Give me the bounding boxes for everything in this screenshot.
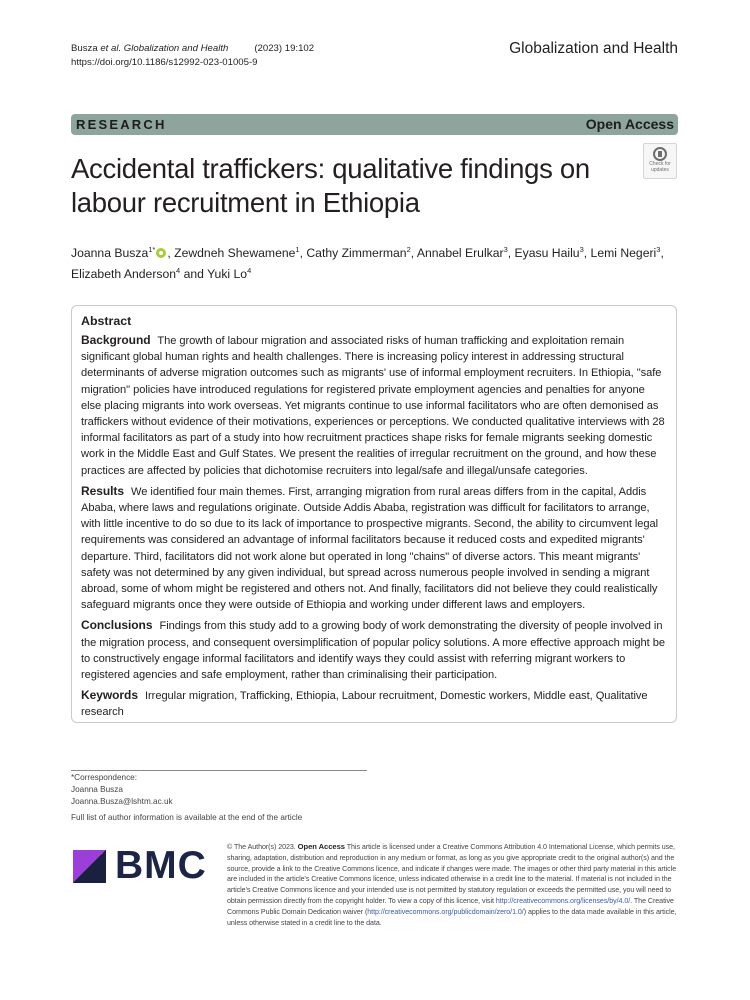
- orcid-icon[interactable]: [156, 248, 166, 258]
- correspondence-email[interactable]: Joanna.Busza@lshtm.ac.uk: [71, 797, 173, 806]
- abstract-conclusions: [81, 617, 667, 683]
- crossmark-label: [644, 162, 676, 173]
- bmc-logo-text: BMC: [115, 844, 207, 887]
- abstract-results: [81, 483, 667, 614]
- author-name[interactable]: Lemi Negeri: [590, 246, 657, 261]
- license-body-2: . The Creative Commons Public Domain Dedication waiver (: [227, 896, 674, 916]
- author-name[interactable]: Zewdneh Shewamene: [174, 246, 296, 261]
- author-name[interactable]: Annabel Erulkar: [416, 246, 504, 261]
- abstract-keywords: [81, 687, 667, 720]
- citation-journal: et al. Globalization and Health: [100, 43, 229, 54]
- section-text: We identified four main themes. First, arranging migration from rural areas differs from in the capital, Addis Ababa, where laws and regulations originate. Outside Addis Ababa, registration was difficult for facilitators to arrange, with little incentive to do so due to its lack of importance to prospective migrants. Second, the ability to circumvent legal requirements was considered an advantage of informal facilitators because it reduced costs and expedited migrants' departure. Third, facilitators did not work alone but operated in long "chains" of diverse actors. This meant migrants' safety was not determined by any given individual, but spread across numerous people involved in sending a migrant abroad, some of whom might be registered and others not. And finally, facilitators did not believe they could realistically safeguard migrants once they were outside of Ethiopia and working under different laws and employers.: [81, 485, 659, 612]
- section-label: Conclusions: [81, 618, 153, 633]
- section-label: Results: [81, 483, 124, 498]
- abstract-background: [81, 332, 667, 479]
- author-name[interactable]: Cathy Zimmerman: [306, 246, 407, 261]
- crossmark-line1: Check for: [649, 161, 671, 167]
- license-text: [227, 842, 683, 928]
- open-access-label: Open Access: [585, 116, 674, 132]
- author-name[interactable]: Yuki Lo: [207, 267, 248, 282]
- citation-year-volume: (2023) 19:102: [254, 43, 315, 54]
- bmc-logo: [73, 844, 213, 887]
- cc-zero-link[interactable]: http://creativecommons.org/publicdomain/zero/1.0/: [367, 907, 524, 916]
- correspondence-block: [71, 772, 173, 808]
- author-info-note: Full list of author information is available at the end of the article: [71, 813, 303, 822]
- author-list: Joanna Busza$^{1*}$ , Zewdneh Shewamene$^1$, Cathy Zimmerman$^2$, Annabel Erulkar$^3$, Eyasu Hailu$^3$, Lemi Negeri$^3$, Elizabeth Anderson$^4$ and Yuki Lo$^4$: [71, 245, 664, 282]
- article-type: RESEARCH: [76, 117, 167, 132]
- affiliation-marker: 3: [503, 245, 508, 254]
- cc-by-link[interactable]: http://creativecommons.org/licenses/by/4.0/: [495, 896, 631, 905]
- journal-name: Globalization and Health: [509, 40, 678, 57]
- section-text: Findings from this study add to a growing body of work demonstrating the diversity of people involved in the migration process, and consequent oversimplification of popular policy solutions. A more effective approach might be to constructively engage informal facilitators and identify ways they could assist with referring migrant workers to registered agencies and safe employment, rather than criminalising their participation.: [81, 620, 665, 682]
- affiliation-marker: 4: [176, 266, 181, 276]
- license-body-1: This article is licensed under a Creative Commons Attribution 4.0 International License, which permits use, sharing, adaptation, distribution and reproduction in any medium or format, as long as you give appropriate credit to the original author(s) and the source, provide a link to the Creative Commons licence, and indicate if changes were made. The images or other third party material in this article are included in the article's Creative Commons licence, unless indicated otherwise in a credit line to the material. If material is not included in the article's Creative Commons licence and your intended use is not permitted by statutory regulation or exceeds the permitted use, you will need to obtain permission directly from the copyright holder. To view a copy of this licence, visit: [227, 843, 677, 905]
- affiliation-marker: 4: [247, 266, 252, 276]
- copyright: © The Author(s) 2023.: [227, 843, 296, 851]
- author-name[interactable]: Joanna Busza: [71, 246, 149, 261]
- license-body-3: ) applies to the data made available in this article, unless otherwise stated in a credit line to the data.: [227, 907, 677, 927]
- section-text: The growth of labour migration and associated risks of human trafficking and exploitation remain significant global human rights and health challenges. There is increasing policy interest in addressing structural determinants of adverse migration outcomes such as migrants' use of informal employment recruiters. In Ethiopia, "safe migration" policies have introduced regulations for registered private employment agencies and penalties for anyone else placing migrants into work overseas. Yet migrants continue to use informal facilitators who are often demonised as traffickers without evidence of their motivations, experiences or perceptions. We conducted qualitative interviews with 28 informal facilitators as part of a study into how recruitment practices shape risks for female migrants seeking domestic work in the Middle East and Gulf States. We present the realities of irregular recruitment on the ground, and how these practices are affected by policies that dichotomise recruiters into legal/safe and illegal/unsafe categories.: [81, 335, 665, 477]
- abstract-heading: Abstract: [81, 314, 132, 328]
- bmc-logo-icon: [73, 850, 106, 883]
- check-for-updates-button[interactable]: [643, 143, 677, 179]
- article-type-banner: [71, 114, 678, 135]
- section-text: Irregular migration, Trafficking, Ethiopia, Labour recruitment, Domestic workers, Middle east, Qualitative research: [81, 690, 648, 719]
- section-label: Background: [81, 333, 151, 347]
- affiliation-marker: 2: [406, 245, 411, 254]
- footnote-divider: [71, 770, 367, 771]
- affiliation-marker: 1*: [148, 245, 156, 254]
- section-label: Keywords: [81, 688, 138, 703]
- open-access-label-license: Open Access: [297, 842, 345, 851]
- article-title: Accidental traffickers: qualitative findings on labour recruitment in Ethiopia: [71, 153, 590, 218]
- affiliation-marker: 3: [656, 245, 661, 254]
- abstract-box: [71, 305, 677, 723]
- correspondence-label: *Correspondence:: [71, 773, 137, 782]
- crossmark-icon: [653, 147, 667, 161]
- author-name[interactable]: Eyasu Hailu: [514, 246, 580, 261]
- citation-line: [71, 42, 314, 56]
- running-header: [71, 42, 314, 70]
- crossmark-line2: updates: [651, 166, 669, 173]
- author-name[interactable]: Elizabeth Anderson: [71, 267, 177, 282]
- citation-author: Busza: [71, 43, 98, 54]
- affiliation-marker: 3: [579, 245, 584, 254]
- affiliation-marker: 1: [295, 245, 300, 254]
- doi-link[interactable]: https://doi.org/10.1186/s12992-023-01005-9: [71, 57, 258, 68]
- correspondence-name: Joanna Busza: [71, 785, 123, 794]
